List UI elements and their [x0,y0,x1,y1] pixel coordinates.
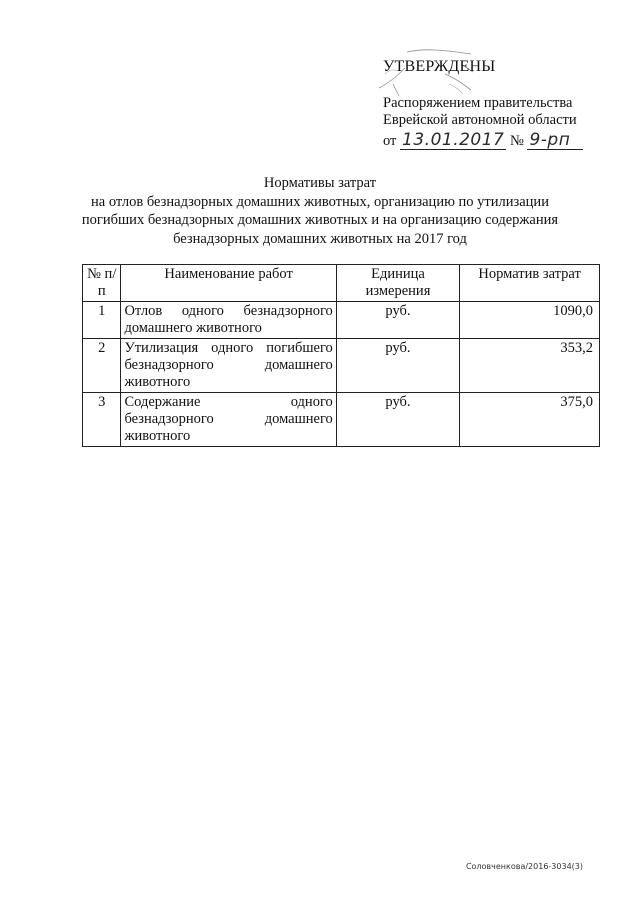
row-num: 3 [83,393,121,447]
table-row [83,339,600,393]
handwritten-number: 9-рп [527,131,583,150]
table-row [83,302,600,339]
norms-table [82,264,600,447]
approval-date-line [383,131,613,151]
title-line-2: на отлов безнадзорных домашних животных, организацию по утилизации [91,193,549,210]
number-prefix: № [510,133,524,149]
title-line-3: погибших безнадзорных домашних животных и на организацию содержания [81,212,559,228]
header-num: № п/п [83,265,121,302]
handwritten-date: 13.01.2017 [402,130,505,150]
row-num: 1 [83,302,121,339]
row-name: Отлов одного безнадзорного домашнего животного [121,302,336,339]
document-title [60,174,580,248]
header-unit: Единица измерения [336,265,459,302]
row-unit: руб. [336,339,459,393]
title-line-1: Нормативы затрат [263,175,377,191]
approved-title: УТВЕРЖДЕНЫ [383,58,496,75]
header-value: Норматив затрат [460,265,600,302]
row-unit: руб. [336,393,459,447]
row-num: 2 [83,339,121,393]
row-value: 1090,0 [460,302,600,339]
row-value: 353,2 [460,339,600,393]
row-unit: руб. [336,302,459,339]
date-prefix: от [383,133,397,149]
table-row [83,393,600,447]
title-line-4: безнадзорных домашних животных на 2017 год [173,230,467,247]
approval-block [383,58,613,151]
row-name: Утилизация одного погибшего безнадзорного домашнего животного [121,339,336,393]
approval-authority-line1: Распоряжением правительства [383,95,573,111]
table-header-row [83,265,600,302]
row-name: Содержание одного безнадзорного домашнего животного [121,393,336,447]
row-value: 375,0 [460,393,600,447]
approval-authority-line2: Еврейской автономной области [383,112,577,128]
header-name: Наименование работ [121,265,336,302]
document-footer-code: Соловченкова/2016-3034(3) [465,862,583,871]
